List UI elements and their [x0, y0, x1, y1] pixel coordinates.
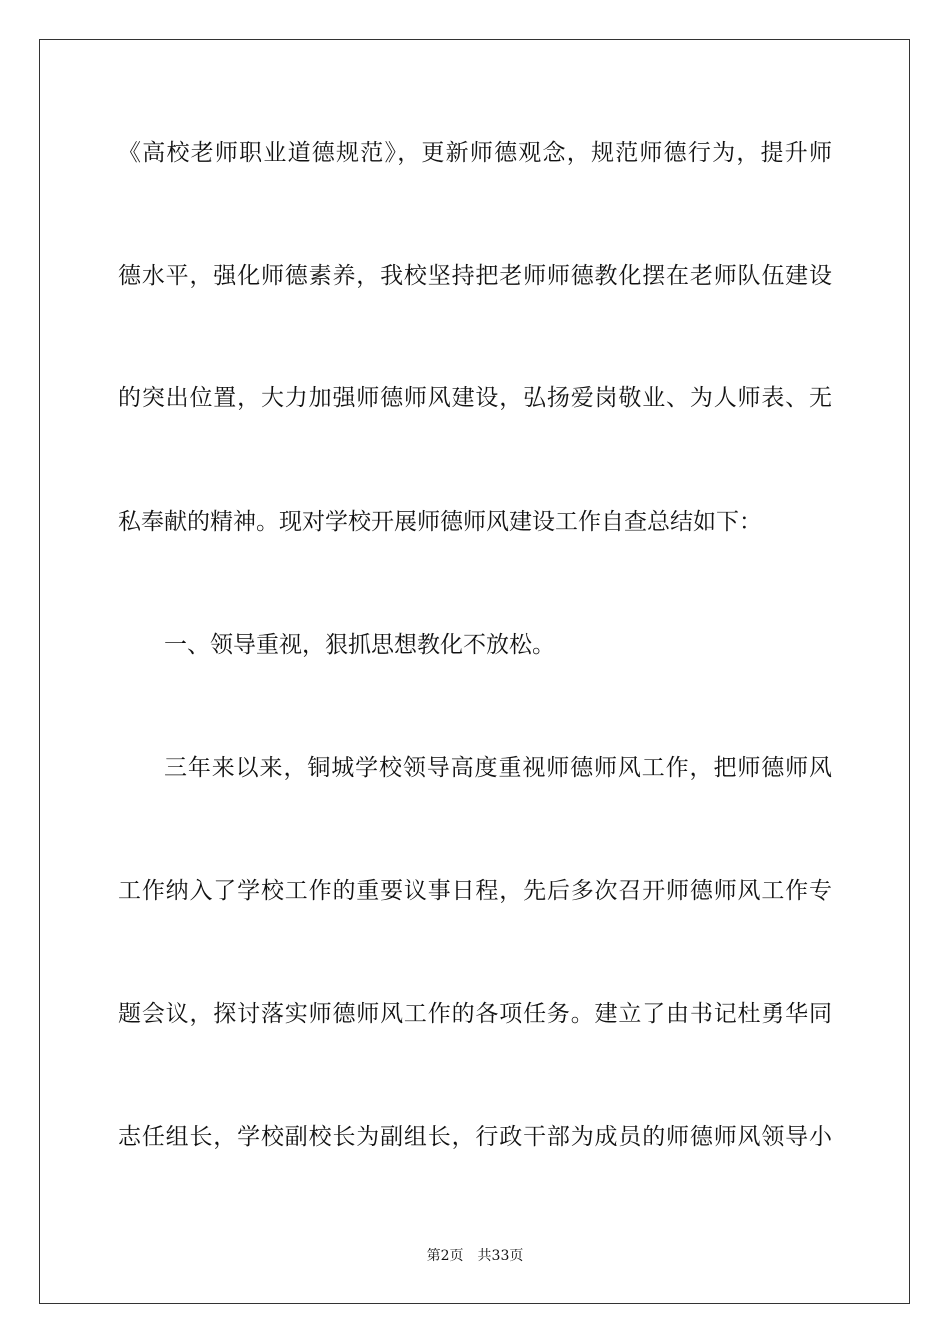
section-heading: 一、领导重视，狠抓思想教化不放松。 [164, 632, 555, 658]
total-pages: 共33页 [477, 1248, 524, 1264]
page-footer [0, 1247, 950, 1265]
page-number: 第2页 [426, 1248, 464, 1264]
paragraph-line-4: 私奉献的精神。现对学校开展师德师风建设工作自查总结如下： [118, 509, 762, 535]
paragraph-line-8: 题会议，探讨落实师德师风工作的各项任务。建立了由书记杜勇华同 [118, 1001, 832, 1027]
paragraph-line-7: 工作纳入了学校工作的重要议事日程，先后多次召开师德师风工作专 [118, 878, 832, 904]
paragraph-line-3: 的突出位置，大力加强师德师风建设，弘扬爱岗敬业、为人师表、无 [118, 385, 832, 411]
paragraph-line-1: 《高校老师职业道德规范》，更新师德观念，规范师德行为，提升师 [118, 140, 832, 166]
paragraph-line-9: 志任组长，学校副校长为副组长，行政干部为成员的师德师风领导小 [118, 1124, 832, 1150]
paragraph-line-6: 三年来以来，铜城学校领导高度重视师德师风工作，把师德师风 [164, 755, 832, 781]
paragraph-line-2: 德水平，强化师德素养，我校坚持把老师师德教化摆在老师队伍建设 [118, 263, 832, 289]
page-border [39, 39, 910, 1304]
